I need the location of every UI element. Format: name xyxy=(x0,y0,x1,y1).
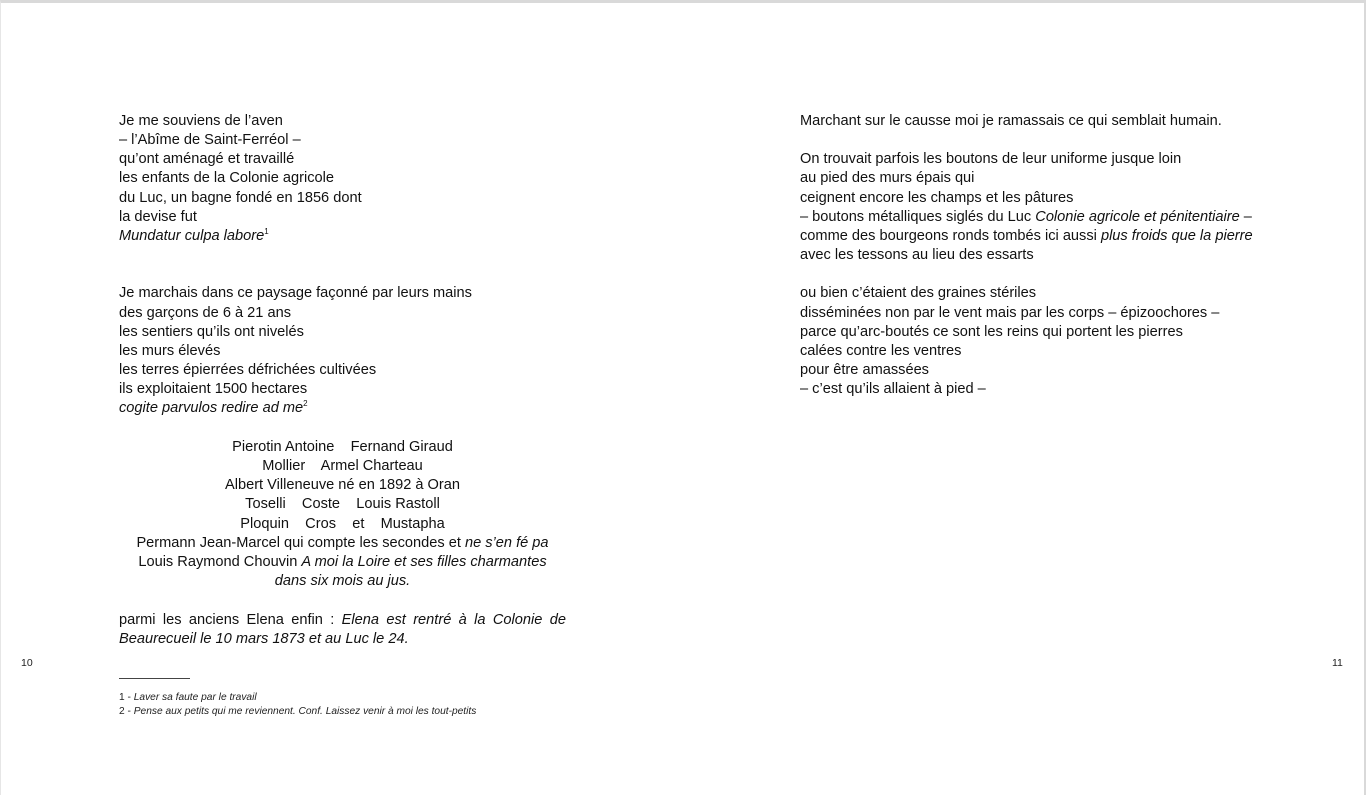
elena-quote: Elena est rentré à la Colonie de Beaurecueil le 10 mars 1873 et au Luc le 24. xyxy=(119,612,566,648)
verse-line: Je marchais dans ce paysage façonné par leurs mains xyxy=(119,285,472,302)
permann-text: Permann Jean-Marcel qui compte les secondes et xyxy=(136,534,465,551)
verse-line: ceignent encore les champs et les pâtures xyxy=(800,189,1074,206)
verse-line: Je me souviens de l’aven xyxy=(119,113,283,129)
buds-quote: plus froids que la pierre xyxy=(1100,227,1253,244)
page-number-right: 11 xyxy=(1332,657,1343,669)
stanza-aven xyxy=(119,112,472,418)
quote-text: cogite parvulos redire ad me xyxy=(119,400,304,417)
chouvin-line xyxy=(119,553,566,591)
verse-line: qu’ont aménagé et travaillé xyxy=(119,151,295,168)
buds-line xyxy=(800,227,1253,246)
quote-line xyxy=(119,399,472,418)
verse-line: les enfants de la Colonie agricole xyxy=(119,170,334,187)
verse-line: ils exploitaient 1500 hectares xyxy=(119,381,308,398)
buds-text: comme des bourgeons ronds tombés ici aussi xyxy=(800,227,1101,244)
buttons-text: – boutons métalliques siglés du Luc xyxy=(800,208,1036,225)
verse-line: pour être amassées xyxy=(800,362,929,378)
footnote-2 xyxy=(119,705,476,719)
names-line: Mollier Armel Charteau xyxy=(262,458,423,475)
page-number-left: 10 xyxy=(21,657,33,669)
motto-text: Mundatur culpa labore xyxy=(119,227,265,244)
footnote-text: Laver sa faute par le travail xyxy=(133,692,257,703)
buttons-line xyxy=(800,208,1253,227)
right-page xyxy=(684,3,1367,798)
verse-line: – c’est qu’ils allaient à pied – xyxy=(800,381,986,398)
footnotes xyxy=(119,691,476,719)
verse-line: la devise fut xyxy=(119,208,197,225)
footnote-number: 2 - xyxy=(119,706,134,717)
footnote-number: 1 - xyxy=(119,692,134,703)
verse-line: On trouvait parfois les boutons de leur uniforme jusque loin xyxy=(800,151,1182,168)
verse-line: au pied des murs épais qui xyxy=(800,170,975,187)
footnote-ref-2: 2 xyxy=(303,399,308,409)
verse-line: les sentiers qu’ils ont nivelés xyxy=(119,323,304,340)
right-poem xyxy=(800,112,1253,399)
permann-line xyxy=(119,534,566,553)
footnote-1 xyxy=(119,691,476,705)
buttons-end: – xyxy=(1239,208,1252,225)
names-list xyxy=(119,438,566,591)
names-line: Albert Villeneuve né en 1892 à Oran xyxy=(224,477,461,494)
verse-line: calées contre les ventres xyxy=(800,342,962,359)
verse-line: ou bien c’étaient des graines stériles xyxy=(800,285,1037,302)
motto-line xyxy=(119,227,472,246)
chouvin-text: Louis Raymond Chouvin xyxy=(138,553,302,570)
footnote-ref-1: 1 xyxy=(264,227,269,237)
permann-quote: ne s’en fé pa xyxy=(464,534,549,551)
chouvin-quote: A moi la Loire et ses filles charmantes dans six mois au jus. xyxy=(274,553,547,590)
footnote-rule xyxy=(119,678,190,679)
verse-line: – l’Abîme de Saint-Ferréol – xyxy=(119,132,301,149)
verse-line: avec les tessons au lieu des essarts xyxy=(800,247,1034,264)
footnote-text: Pense aux petits qui me reviennent. Conf. Laissez venir à moi les tout-petits xyxy=(133,706,477,717)
elena-text: parmi les anciens Elena enfin : xyxy=(119,612,342,628)
verse-line: les terres épierrées défrichées cultivées xyxy=(119,362,377,379)
verse-line: les murs élevés xyxy=(119,342,221,359)
buttons-quote: Colonie agricole et pénitentiaire xyxy=(1035,208,1240,225)
verse-line: disséminées non par le vent mais par les corps – épizoochores – xyxy=(800,304,1220,321)
verse-line: Marchant sur le causse moi je ramassais ce qui semblait humain. xyxy=(800,113,1222,129)
names-line: Ploquin Cros et Mustapha xyxy=(240,515,445,532)
left-page xyxy=(1,3,684,798)
elena-paragraph xyxy=(119,611,566,649)
verse-line: parce qu’arc-boutés ce sont les reins qui portent les pierres xyxy=(800,323,1183,340)
verse-line: des garçons de 6 à 21 ans xyxy=(119,304,292,321)
names-line: Pierotin Antoine Fernand Giraud xyxy=(232,439,453,455)
verse-line: du Luc, un bagne fondé en 1856 dont xyxy=(119,189,362,206)
names-line: Toselli Coste Louis Rastoll xyxy=(245,496,440,513)
